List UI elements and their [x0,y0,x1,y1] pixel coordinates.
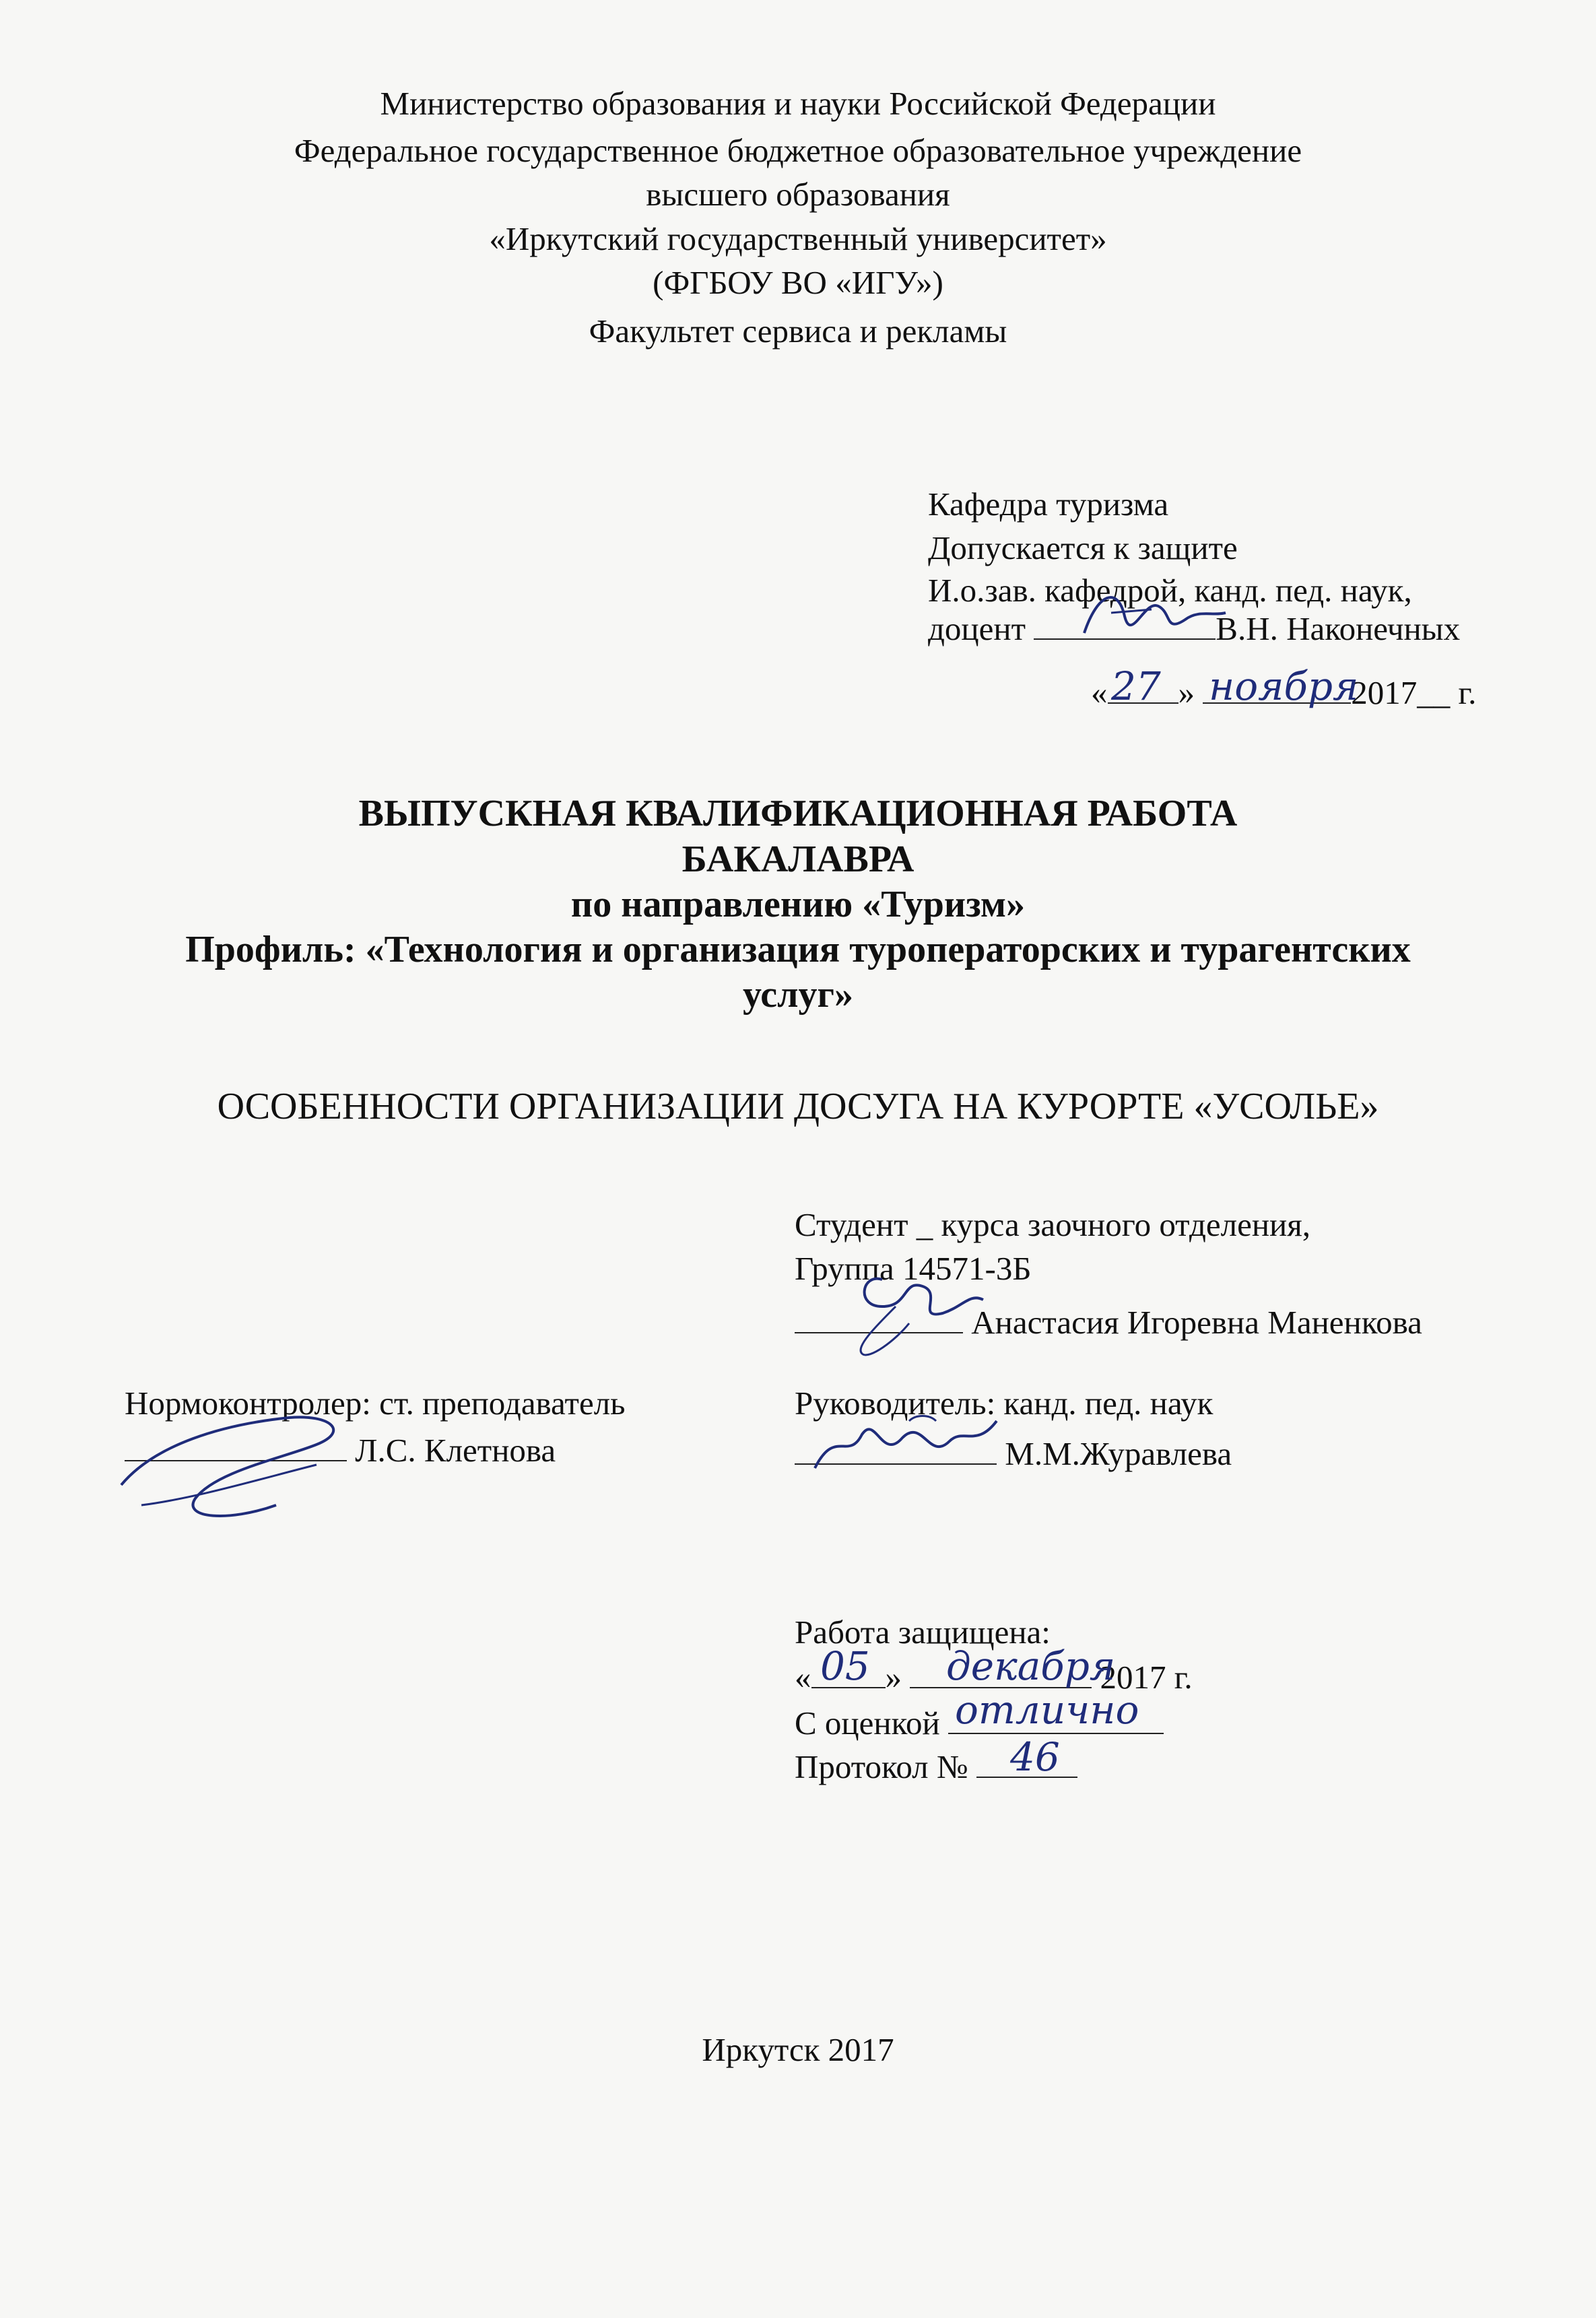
head-signature [1071,579,1232,653]
protocol-handwritten: 46 [1010,1734,1060,1780]
defense-month-handwritten: декабря [946,1643,1116,1689]
date-year: 2017 г. [1100,1659,1193,1696]
city-year-line: Иркутск 2017 [702,2031,894,2068]
defense-day-handwritten: 05 [820,1643,870,1689]
supervisor-signature [808,1408,1010,1482]
date-open-quote: « [795,1659,811,1696]
normcontrol-name: Л.С. Клетнова [355,1432,556,1469]
approval-day-handwritten: 27 [1111,663,1161,709]
student-group-line: Группа 14571-3Б [795,1250,1032,1287]
grade-label: С оценкой [795,1704,940,1742]
supervisor-label: Руководитель: канд. пед. наук [795,1385,1213,1422]
head-name: В.Н. Наконечных [1216,610,1461,647]
date-close-quote: » [1178,674,1195,711]
supervisor-name: М.М.Журавлева [1005,1435,1232,1472]
student-signature [835,1266,997,1360]
education-level-line: высшего образования [646,176,950,213]
date-close-quote: » [885,1659,902,1696]
university-line: «Иркутский государственный университет» [489,220,1107,257]
work-type-line1: ВЫПУСКНАЯ КВАЛИФИКАЦИОННАЯ РАБОТА [358,793,1238,834]
student-name: Анастасия Игоревна Маненкова [971,1304,1422,1341]
date-year: 2017__ г. [1351,674,1477,711]
institution-type-line: Федеральное государственное бюджетное образовательное учреждение [294,132,1302,169]
normcontrol-signature [114,1404,370,1532]
abbreviation-line: (ФГБОУ ВО «ИГУ») [653,264,943,301]
approval-month-handwritten: ноября [1209,663,1359,709]
profile-line1: Профиль: «Технология и организация туроператорских и турагентских [185,929,1411,970]
student-course-line: Студент _ курса заочного отделения, [795,1206,1311,1243]
profile-line2: услуг» [743,974,853,1016]
head-title-line: И.о.зав. кафедрой, канд. пед. наук, [928,572,1412,609]
faculty-line: Факультет сервиса и рекламы [589,312,1007,350]
department-line: Кафедра туризма [928,486,1169,523]
direction-line: по направлению «Туризм» [570,884,1026,925]
date-open-quote: « [1091,674,1108,711]
work-type-line2: БАКАЛАВРА [681,838,915,880]
protocol-label: Протокол № [795,1748,968,1785]
admitted-line: Допускается к защите [928,529,1238,566]
head-prefix: доцент [928,610,1026,647]
ministry-line: Министерство образования и науки Российской Федерации [380,85,1216,122]
topic-line: ОСОБЕННОСТИ ОРГАНИЗАЦИИ ДОСУГА НА КУРОРТЕ «УСОЛЬЕ» [217,1086,1379,1127]
normcontrol-label: Нормоконтролер: ст. преподаватель [125,1385,626,1422]
defense-label: Работа защищена: [795,1614,1051,1651]
grade-handwritten: отлично [955,1687,1139,1733]
